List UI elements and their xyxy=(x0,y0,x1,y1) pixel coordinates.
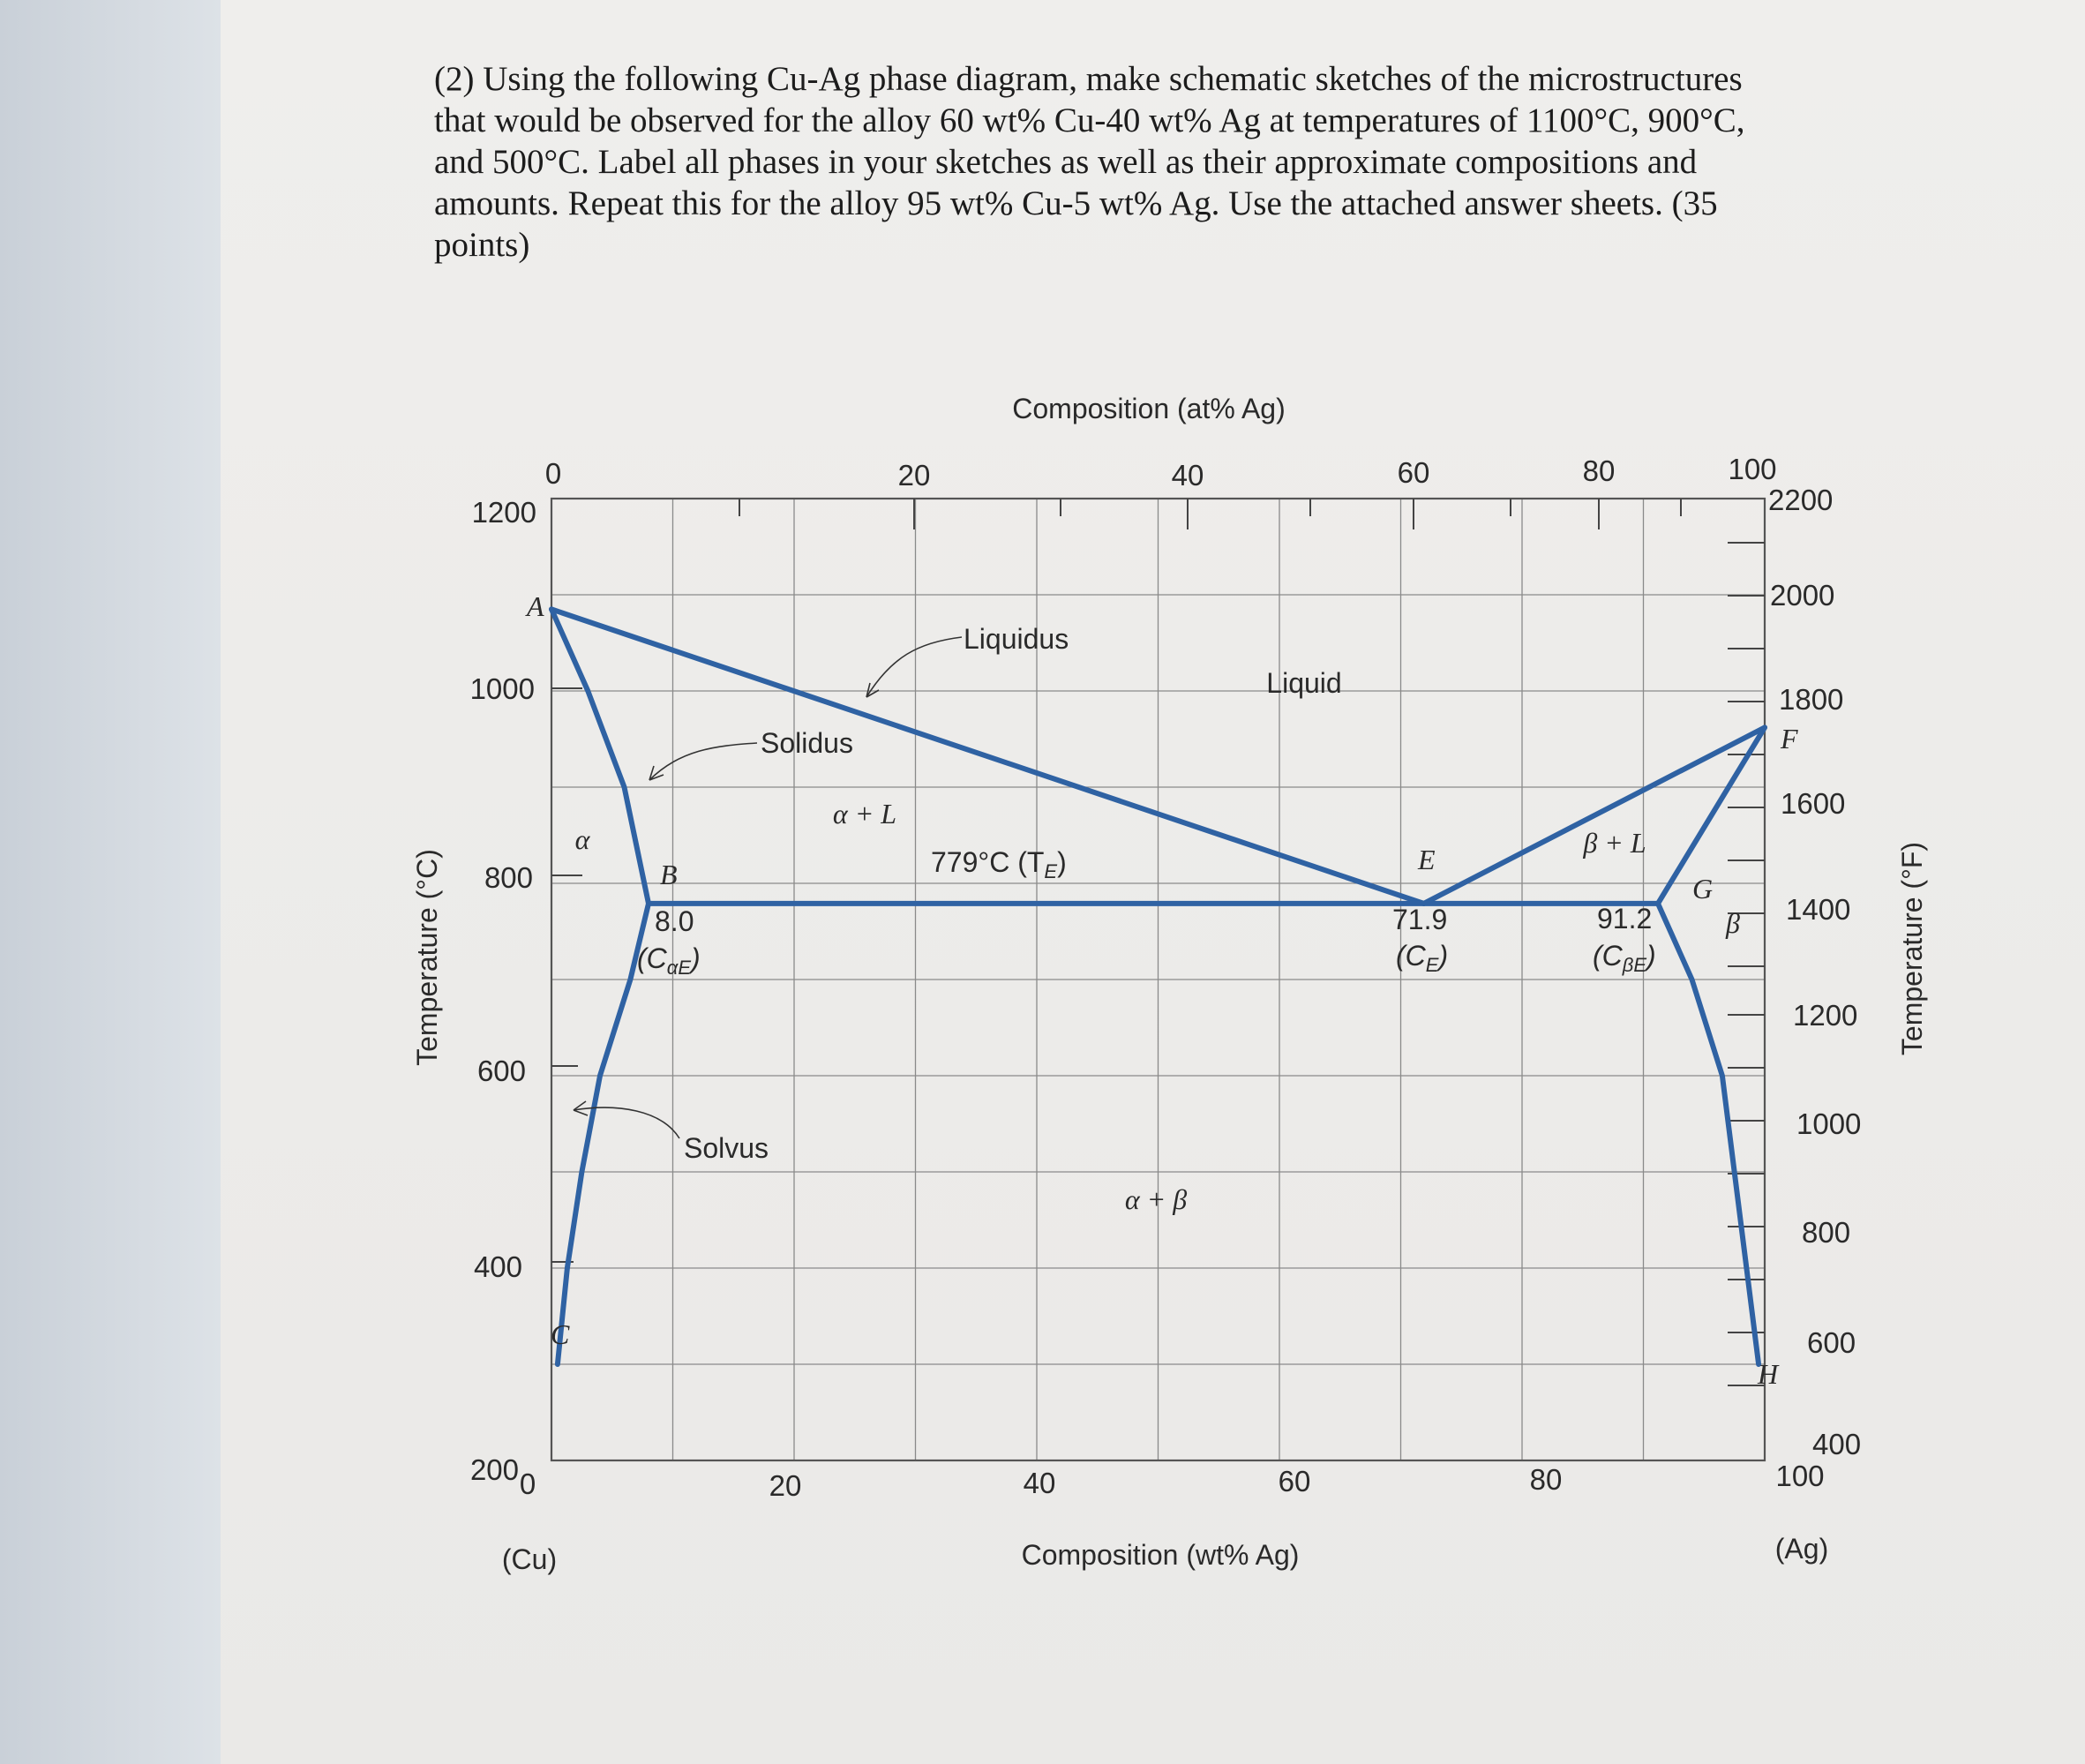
point-h-label: H xyxy=(1758,1358,1779,1390)
question-line: and 500°C. Label all phases in your sketches as well as their approximate compositions and xyxy=(434,143,1698,181)
solidus-label: Solidus xyxy=(761,727,853,759)
point-c-label: C xyxy=(551,1318,570,1350)
top-tick: 100 xyxy=(1728,453,1777,485)
eutectic-temperature-label: 779°C $(T_E)$ xyxy=(931,846,1067,882)
cae-label: $(C_{\alpha E})$ xyxy=(637,942,701,979)
left-tick: 400 xyxy=(473,1250,522,1283)
top-tick: 60 xyxy=(1397,456,1430,489)
top-tick: 0 xyxy=(544,457,562,490)
liquidus-leader xyxy=(866,637,962,697)
ce-value: 71.9 xyxy=(1392,904,1448,935)
point-g-label: G xyxy=(1692,873,1714,905)
bottom-tick: 40 xyxy=(1023,1467,1056,1499)
left-tick: 800 xyxy=(484,861,533,894)
left-tick: 1200 xyxy=(471,496,536,529)
bottom-tick: 20 xyxy=(769,1469,802,1502)
cu-end-label: (Cu) xyxy=(501,1543,558,1575)
question-line: amounts. Repeat this for the alloy 95 wt% Cu-5 wt% Ag. Use the attached answer sheets. (35 xyxy=(434,184,1718,222)
right-tick: 2200 xyxy=(1768,484,1834,516)
left-tick: 200 xyxy=(469,1453,519,1486)
right-tick: 1800 xyxy=(1779,683,1844,716)
cae-value: 8.0 xyxy=(655,905,694,937)
left-tick: 600 xyxy=(476,1055,526,1087)
right-axis-label: Temperature (°F) xyxy=(1896,841,1928,1056)
right-tick: 1600 xyxy=(1781,787,1846,820)
liquidus-label: Liquidus xyxy=(964,623,1069,655)
solidus-left-line xyxy=(551,609,649,904)
point-e-label: E xyxy=(1418,844,1436,875)
region-beta-plus-liquid: β + L xyxy=(1583,827,1646,859)
right-tick: 1000 xyxy=(1796,1107,1862,1140)
top-tick-marks xyxy=(739,499,1681,529)
region-alpha: α xyxy=(574,823,590,855)
question-line: (2) Using the following Cu-Ag phase diagram, make schematic sketches of the microstructures xyxy=(434,60,1743,98)
right-tick: 1200 xyxy=(1793,999,1858,1032)
left-tick: 1000 xyxy=(469,672,535,705)
bottom-tick: 0 xyxy=(519,1467,536,1500)
ag-end-label: (Ag) xyxy=(1774,1533,1829,1565)
top-axis-label: Composition (at% Ag) xyxy=(1012,393,1286,424)
point-b-label: B xyxy=(660,859,678,890)
right-tick: 600 xyxy=(1807,1326,1856,1359)
bottom-tick: 100 xyxy=(1775,1460,1825,1492)
question-line: that would be observed for the alloy 60 wt% Cu-40 wt% Ag at temperatures of 1100°C, 900°C, xyxy=(434,101,1745,139)
region-alpha-plus-liquid: α + L xyxy=(832,798,897,829)
bottom-tick: 60 xyxy=(1278,1465,1311,1498)
point-a-label: A xyxy=(527,590,544,622)
region-liquid: Liquid xyxy=(1266,667,1342,699)
solidus-leader xyxy=(649,743,757,780)
right-tick: 2000 xyxy=(1770,579,1835,612)
grid-lines xyxy=(551,499,1765,1460)
bottom-tick: 80 xyxy=(1529,1463,1563,1496)
ce-label: $(C_E)$ xyxy=(1396,940,1449,976)
solvus-right-line xyxy=(1658,904,1759,1364)
region-beta: β xyxy=(1726,907,1740,939)
right-tick: 1400 xyxy=(1786,893,1851,926)
top-tick: 40 xyxy=(1171,459,1204,492)
right-tick: 400 xyxy=(1812,1428,1862,1460)
right-tick: 800 xyxy=(1802,1216,1851,1249)
left-tick-marks xyxy=(551,688,582,1262)
solvus-label: Solvus xyxy=(684,1132,769,1164)
point-f-label: F xyxy=(1781,723,1798,754)
cbe-label: $(C_{\beta E})$ xyxy=(1593,940,1656,976)
left-axis-label: Temperature (°C) xyxy=(411,849,443,1066)
top-tick: 80 xyxy=(1582,454,1616,487)
question-line: points) xyxy=(434,226,530,264)
bottom-axis-label: Composition (wt% Ag) xyxy=(1021,1539,1300,1571)
region-alpha-plus-beta: α + β xyxy=(1124,1183,1188,1215)
cbe-value: 91.2 xyxy=(1597,903,1653,935)
top-tick: 20 xyxy=(897,459,931,492)
solvus-left-line xyxy=(558,904,649,1364)
